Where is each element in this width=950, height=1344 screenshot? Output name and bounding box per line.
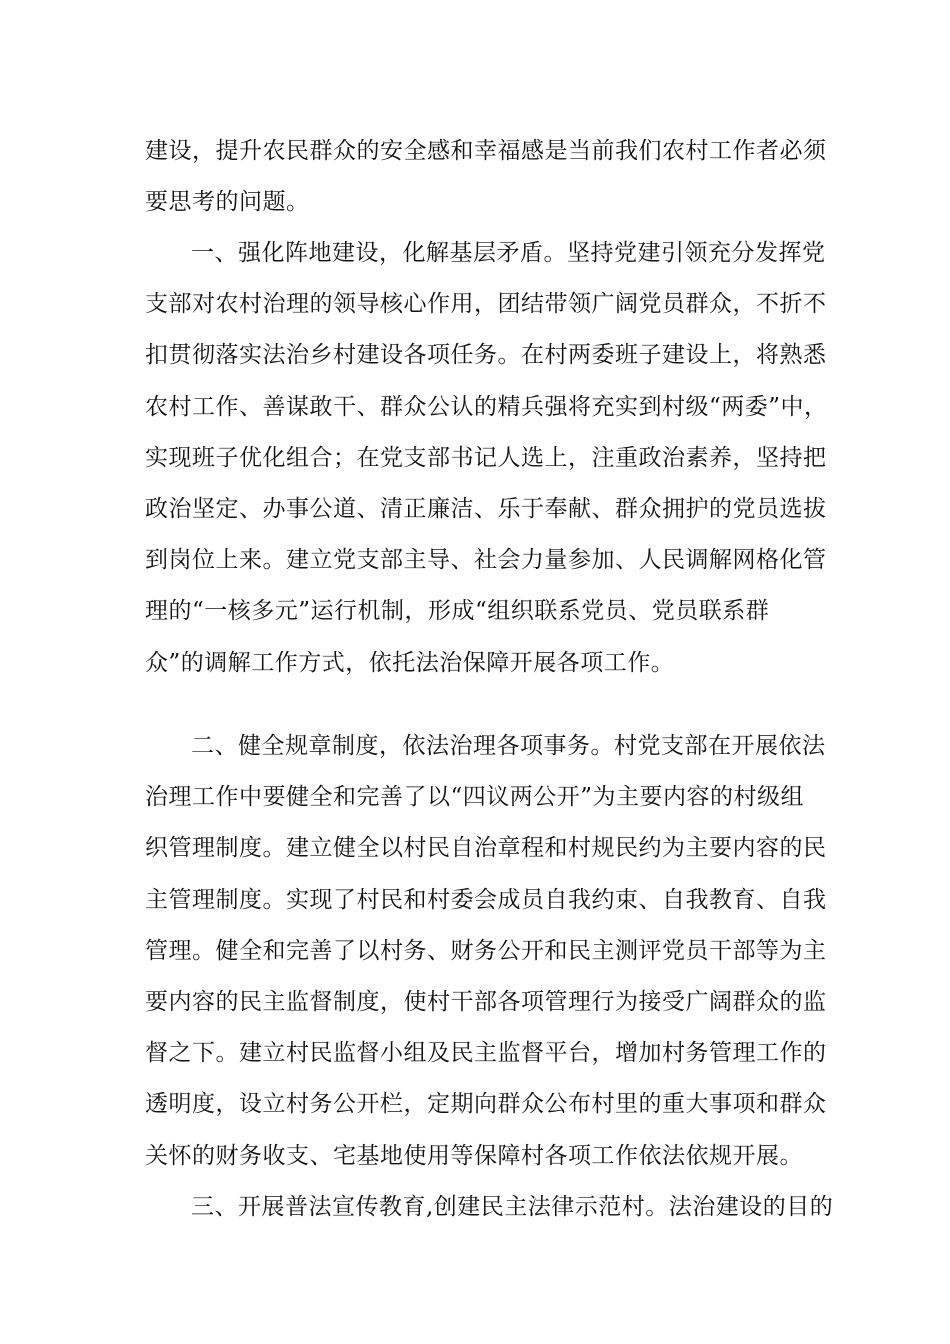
text-line: 督之下。建立村民监督小组及民主监督平台，增加村务管理工作的 — [145, 1040, 827, 1067]
text-line: 支部对农村治理的领导核心作用，团结带领广阔党员群众，不折不 — [145, 291, 827, 318]
text-line: 建设，提升农民群众的安全感和幸福感是当前我们农村工作者必须 — [145, 138, 827, 164]
text-line: 关怀的财务收支、宅基地使用等保障村各项工作依法依规开展。 — [145, 1142, 803, 1169]
text-line: 要内容的民主监督制度，使村干部各项管理行为接受广阔群众的监 — [145, 988, 827, 1015]
text-line: 要思考的问题。 — [145, 189, 310, 216]
text-line: 实现班子优化组合；在党支部书记人选上，注重政治素养，坚持把 — [145, 444, 827, 471]
text-line: 众”的调解工作方式，依托法治保障开展各项工作。 — [145, 649, 675, 676]
text-line: 扣贯彻落实法治乡村建设各项任务。在村两委班子建设上，将熟悉 — [145, 342, 827, 369]
text-line: 主管理制度。实现了村民和村委会成员自我约束、自我教育、自我 — [145, 886, 827, 913]
continuation-paragraph — [145, 126, 827, 228]
text-line: 农村工作、善谋敢干、群众公认的精兵强将充实到村级“两委”中， — [145, 393, 828, 420]
text-line: 治理工作中要健全和完善了以“四议两公开”为主要内容的村级组 — [145, 784, 805, 811]
text-line: 三、开展普法宣传教育,创建民主法律示范村。法治建设的目的 — [191, 1194, 834, 1220]
text-line: 透明度，设立村务公开栏，定期向群众公布村里的重大事项和群众 — [145, 1091, 827, 1118]
text-line: 一、强化阵地建设，化解基层矛盾。坚持党建引领充分发挥党 — [191, 240, 826, 266]
text-line: 管理。健全和完善了以村务、财务公开和民主测评党员干部等为主 — [145, 937, 827, 964]
text-line: 二、健全规章制度，依法治理各项事务。村党支部在开展依法 — [191, 733, 826, 759]
text-line: 政治坚定、办事公道、清正廉洁、乐于奉献、群众拥护的党员选拔 — [145, 495, 827, 522]
paragraph-3 — [145, 1182, 834, 1233]
paragraph-2 — [145, 721, 827, 1182]
text-line: 理的“一核多元”运行机制，形成“组织联系党员、党员联系群 — [145, 598, 770, 625]
paragraph-1 — [145, 228, 828, 689]
text-line: 到岗位上来。建立党支部主导、社会力量参加、人民调解网格化管 — [145, 547, 827, 574]
text-line: 织管理制度。建立健全以村民自治章程和村规民约为主要内容的民 — [145, 835, 827, 862]
